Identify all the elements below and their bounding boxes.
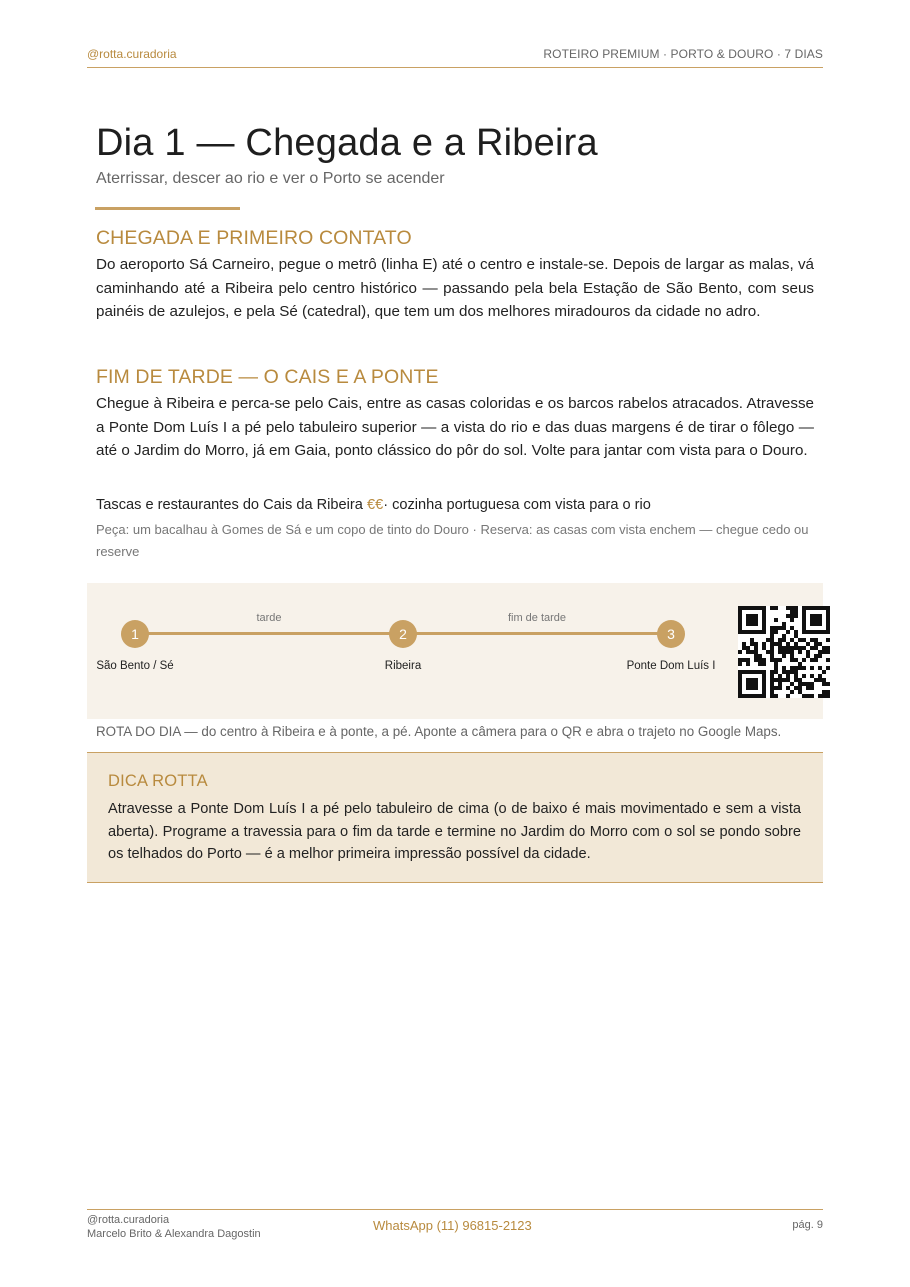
route-map <box>87 583 823 719</box>
tip-title: DICA ROTTA <box>108 772 208 790</box>
route-stop-name: Ponte Dom Luís I <box>626 660 716 672</box>
page-number: pág. 9 <box>792 1219 823 1231</box>
route-segment-label: tarde <box>256 612 282 624</box>
tip-box <box>87 752 823 883</box>
page-header <box>87 40 823 68</box>
footer-handle: @rotta.curadoria <box>87 1214 170 1226</box>
route-segment-label: fim de tarde <box>507 612 567 624</box>
day-title: Dia 1 — Chegada e a Ribeira <box>96 122 598 164</box>
route-segment-line <box>135 632 403 635</box>
section-heading-evening: FIM DE TARDE — O CAIS E A PONTE <box>96 366 439 388</box>
route-stop-name: Ribeira <box>384 660 422 672</box>
route-stop-marker: 2 <box>389 620 417 648</box>
day-subtitle: Aterrissar, descer ao rio e ver o Porto se acender <box>96 170 445 187</box>
route-stop-marker: 3 <box>657 620 685 648</box>
section-text-arrival: Do aeroporto Sá Carneiro, pegue o metrô (linha E) até o centro e instale-se. Depois de largar as malas, vá caminhando até a Ribeira pelo centro histórico — passando pela bela Estação de São Bento, com seus painéis de azulejos, e pela Sé (catedral), que tem um dos melhores miradouros da cidade no adro. <box>96 256 814 320</box>
tip-text: Atravesse a Ponte Dom Luís I a pé pelo tabuleiro de cima (o de baixo é mais movimentado e sem a vista aberta). Programe a travessia para o fim da tarde e termine no Jardim do Morro com o sol se pondo sobre os telhados do Porto — é a melhor primeira impressão possível da cidade. <box>108 801 801 862</box>
restaurant-name: Tascas e restaurantes do Cais da Ribeira <box>96 497 363 513</box>
title-divider <box>95 207 240 210</box>
route-stop-name: São Bento / Sé <box>96 660 174 672</box>
page-footer <box>87 1209 823 1250</box>
footer-authors: Marcelo Brito & Alexandra Dagostin <box>87 1228 261 1240</box>
section-heading-arrival: CHEGADA E PRIMEIRO CONTATO <box>96 227 412 249</box>
route-segment-line <box>403 632 671 635</box>
qr-code-icon[interactable] <box>738 606 830 698</box>
restaurant-line <box>96 497 651 513</box>
route-stop-marker: 1 <box>121 620 149 648</box>
footer-whatsapp[interactable]: WhatsApp (11) 96815-2123 <box>373 1218 532 1233</box>
section-text-evening: Chegue à Ribeira e perca-se pelo Cais, entre as casas coloridas e os barcos rabelos atracados. Atravesse a Ponte Dom Luís I a pé pelo tabuleiro superior — a vista do rio e das duas margens é de tirar o fôlego — até o Jardim do Morro, já em Gaia, ponto clássico do pôr do sol. Volte para jantar com vista para o Douro. <box>96 395 814 459</box>
restaurant-price: €€ <box>366 497 384 513</box>
header-handle: @rotta.curadoria <box>87 47 177 61</box>
restaurant-desc: · cozinha portuguesa com vista para o rio <box>383 497 651 513</box>
route-caption: ROTA DO DIA — do centro à Ribeira e à ponte, a pé. Aponte a câmera para o QR e abra o trajeto no Google Maps. <box>96 724 782 739</box>
restaurant-note: Peça: um bacalhau à Gomes de Sá e um copo de tinto do Douro · Reserva: as casas com vista enchem — chegue cedo ou reserve <box>96 522 809 559</box>
header-doc-title: ROTEIRO PREMIUM · PORTO & DOURO · 7 DIAS <box>543 47 823 61</box>
